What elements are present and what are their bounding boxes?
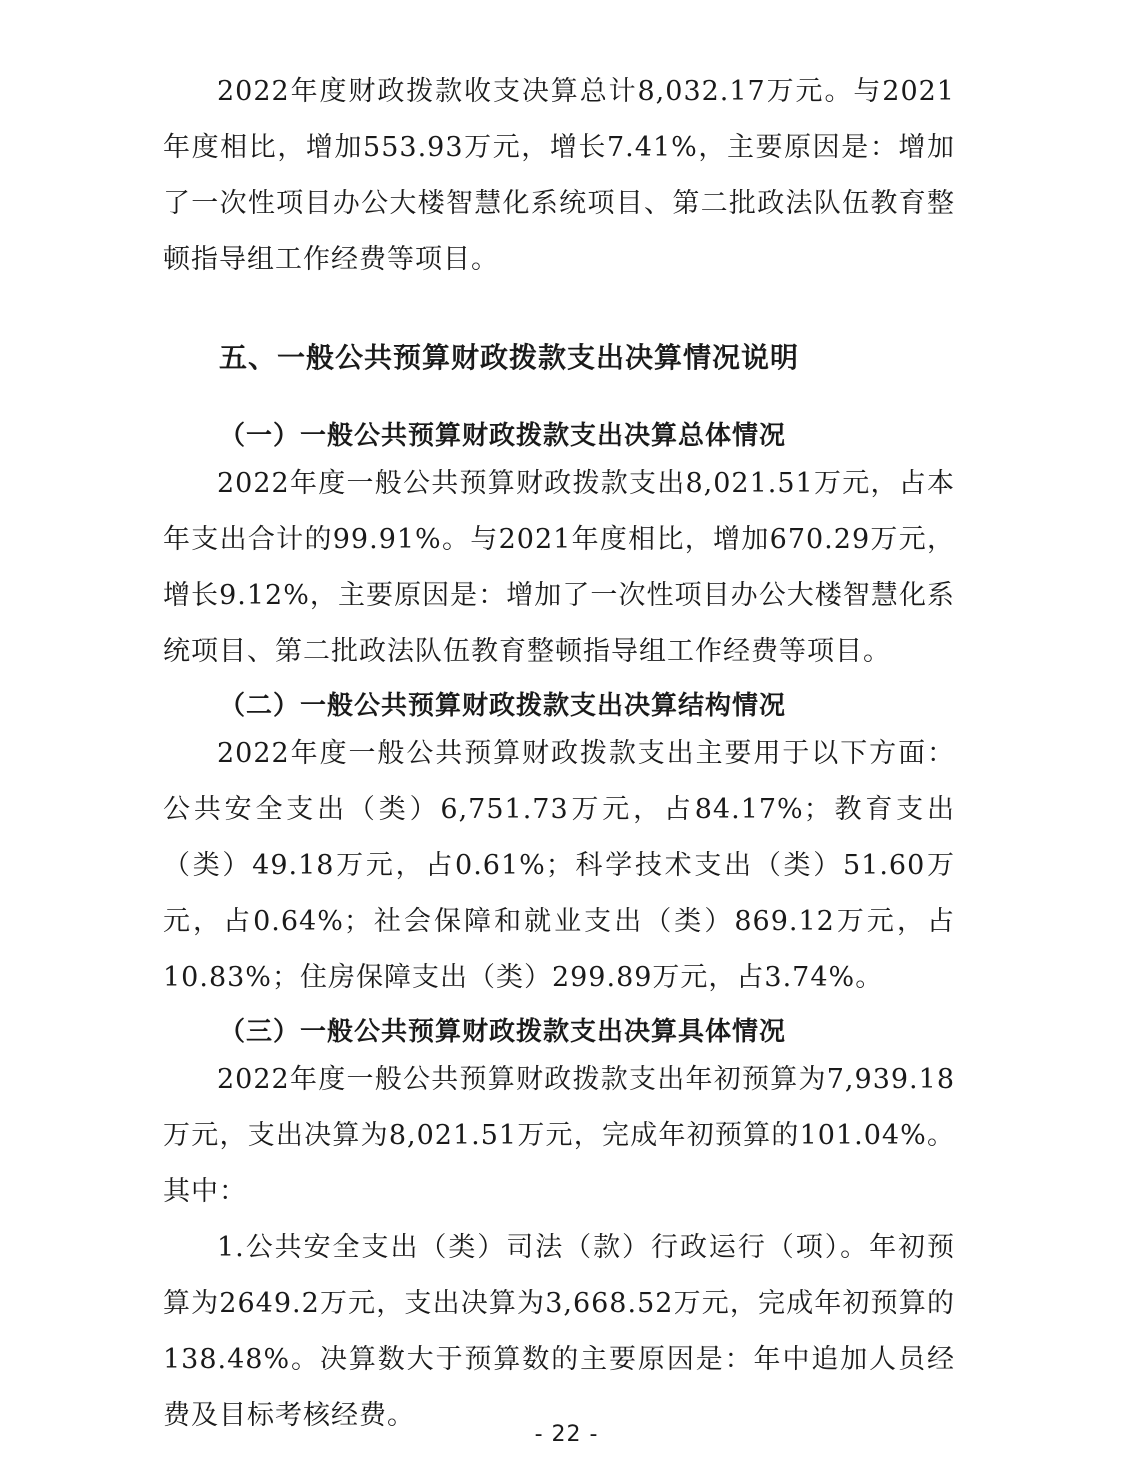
page-number: - 22 - bbox=[534, 1422, 599, 1447]
paragraph-specific-intro: 2022年度一般公共预算财政拨款支出年初预算为7,939.18万元，支出决算为8,021.51万元，完成年初预算的101.04%。其中： bbox=[163, 1064, 955, 1207]
paragraph-structure: 2022年度一般公共预算财政拨款支出主要用于以下方面：公共安全支出（类）6,751.73万元，占84.17%；教育支出（类）49.18万元，占0.61%；科学技术支出（类）51.60万元，占0.64%；社会保障和就业支出（类）869.12万元，占10.83%；住房保障支出（类）299.89万元，占3.74%。 bbox=[163, 738, 955, 993]
subheading-structure: （二）一般公共预算财政拨款支出决算结构情况 bbox=[219, 691, 787, 721]
subheading-overall: （一）一般公共预算财政拨款支出决算总体情况 bbox=[219, 421, 787, 451]
subheading-specific: （三）一般公共预算财政拨款支出决算具体情况 bbox=[219, 1017, 787, 1047]
document-body bbox=[163, 64, 955, 1444]
paragraph-overall: 2022年度一般公共预算财政拨款支出8,021.51万元，占本年支出合计的99.91%。与2021年度相比，增加670.29万元，增长9.12%，主要原因是：增加了一次性项目办公大楼智慧化系统项目、第二批政法队伍教育整顿指导组工作经费等项目。 bbox=[163, 468, 955, 667]
section-heading-5: 五、一般公共预算财政拨款支出决算情况说明 bbox=[219, 341, 800, 374]
paragraph-total-summary: 2022年度财政拨款收支决算总计8,032.17万元。与2021年度相比，增加553.93万元，增长7.41%，主要原因是：增加了一次性项目办公大楼智慧化系统项目、第二批政法队伍教育整顿指导组工作经费等项目。 bbox=[163, 76, 955, 275]
paragraph-item-1: 1.公共安全支出（类）司法（款）行政运行（项）。年初预算为2649.2万元，支出决算为3,668.52万元，完成年初预算的138.48%。决算数大于预算数的主要原因是：年中追加人员经费及目标考核经费。 bbox=[163, 1232, 955, 1431]
